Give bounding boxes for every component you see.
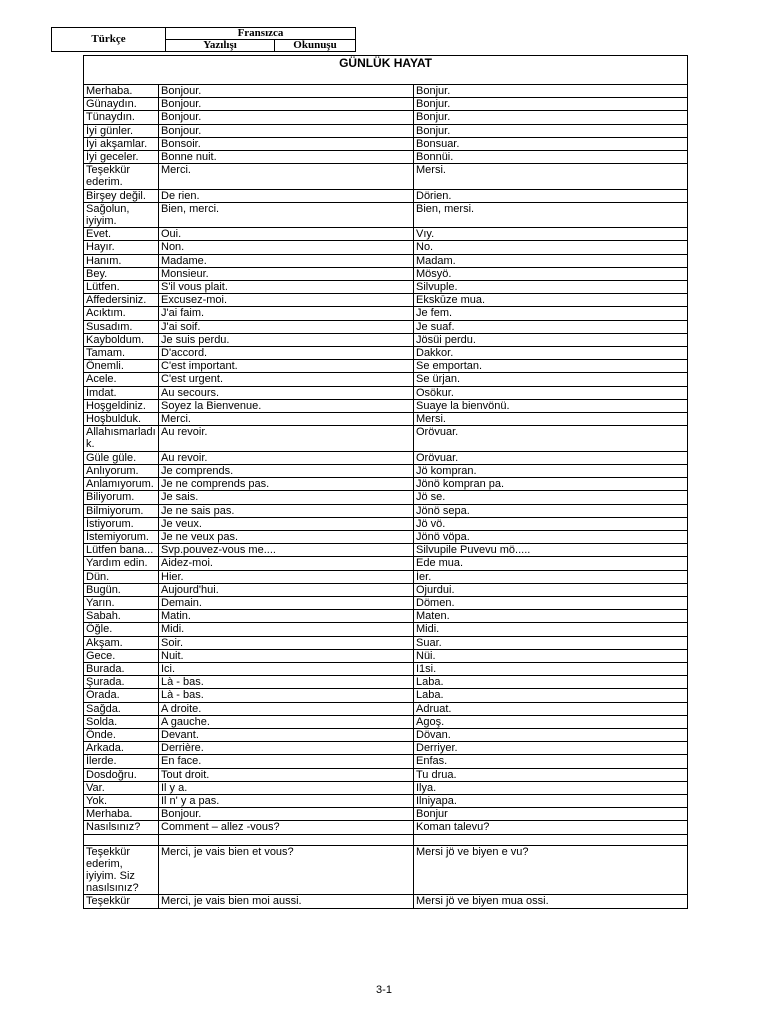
turkish-cell: Affedersiniz.: [84, 294, 159, 307]
french-cell: Excusez-moi.: [159, 294, 414, 307]
table-row: [84, 821, 688, 834]
table-row: [84, 294, 688, 307]
turkish-cell: Arkada.: [84, 742, 159, 755]
table-row: [84, 85, 688, 98]
turkish-cell: Sağda.: [84, 702, 159, 715]
table-row: [84, 413, 688, 426]
french-cell: Je comprends.: [159, 464, 414, 477]
pronunciation-cell: I1si.: [414, 662, 688, 675]
turkish-cell: Solda.: [84, 715, 159, 728]
table-row: [84, 544, 688, 557]
turkish-cell: Yardım edin.: [84, 557, 159, 570]
turkish-cell: Akşam.: [84, 636, 159, 649]
pronunciation-cell: [414, 834, 688, 845]
turkish-cell: Sağolun, iyiyim.: [84, 202, 159, 227]
turkish-cell: Tamam.: [84, 347, 159, 360]
pronunciation-cell: Jönö kompran pa.: [414, 478, 688, 491]
turkish-cell: Gece.: [84, 649, 159, 662]
pronunciation-cell: Laba.: [414, 689, 688, 702]
table-row: [84, 464, 688, 477]
pronunciation-cell: İer.: [414, 570, 688, 583]
turkish-cell: Bey.: [84, 267, 159, 280]
french-cell: Là - bas.: [159, 689, 414, 702]
pronunciation-cell: Jönö sepa.: [414, 504, 688, 517]
table-row: [84, 689, 688, 702]
turkish-cell: Teşekkür: [84, 895, 159, 908]
turkish-cell: Bugün.: [84, 583, 159, 596]
french-cell: Je ne veux pas.: [159, 530, 414, 543]
pronunciation-cell: Orövuar.: [414, 451, 688, 464]
table-row: [84, 241, 688, 254]
table-row: [84, 189, 688, 202]
french-cell: Non.: [159, 241, 414, 254]
table-row: [84, 281, 688, 294]
table-row: [84, 636, 688, 649]
pronunciation-cell: Ilniyapa.: [414, 794, 688, 807]
french-cell: Il y a.: [159, 781, 414, 794]
written-header: Yazılışı: [166, 40, 275, 52]
turkish-cell: Burada.: [84, 662, 159, 675]
turkish-cell: İyi günler.: [84, 124, 159, 137]
table-row: [84, 478, 688, 491]
turkish-cell: Önde.: [84, 728, 159, 741]
french-cell: Bonjour.: [159, 85, 414, 98]
turkish-cell: Hoşbulduk.: [84, 413, 159, 426]
phrase-table: [83, 55, 688, 909]
turkish-cell: Sabah.: [84, 610, 159, 623]
table-row: [84, 715, 688, 728]
turkish-cell: İyi akşamlar.: [84, 137, 159, 150]
table-row: [84, 504, 688, 517]
french-cell: Je veux.: [159, 517, 414, 530]
pronunciation-cell: Mersi jö ve biyen e vu?: [414, 845, 688, 895]
french-cell: Derrière.: [159, 742, 414, 755]
table-row: [84, 307, 688, 320]
french-cell: D'accord.: [159, 347, 414, 360]
pronunciation-cell: Bonjur: [414, 808, 688, 821]
pronunciation-cell: Mösyö.: [414, 267, 688, 280]
table-row: [84, 781, 688, 794]
pronunciation-cell: Ojurdui.: [414, 583, 688, 596]
table-row: [84, 755, 688, 768]
table-row: [84, 623, 688, 636]
pronunciation-cell: Jö kompran.: [414, 464, 688, 477]
section-title: GÜNLÜK HAYAT: [84, 56, 688, 85]
pronunciation-cell: Dövan.: [414, 728, 688, 741]
turkish-cell: Allahısmarladık.: [84, 426, 159, 451]
pronunciation-header: Okunuşu: [275, 40, 356, 52]
pronunciation-cell: Osökur.: [414, 386, 688, 399]
table-row: [84, 124, 688, 137]
pronunciation-cell: Ilya.: [414, 781, 688, 794]
turkish-cell: Tünaydın.: [84, 111, 159, 124]
pronunciation-cell: Ede mua.: [414, 557, 688, 570]
french-cell: Monsieur.: [159, 267, 414, 280]
table-row: [84, 491, 688, 504]
turkish-cell: Teşekkür ederim.: [84, 164, 159, 189]
table-row: [84, 676, 688, 689]
french-cell: Ici.: [159, 662, 414, 675]
french-cell: Au revoir.: [159, 451, 414, 464]
french-cell: Aidez-moi.: [159, 557, 414, 570]
table-row: [84, 333, 688, 346]
table-row: [84, 373, 688, 386]
french-cell: Au revoir.: [159, 426, 414, 451]
french-cell: Madame.: [159, 254, 414, 267]
french-cell: A gauche.: [159, 715, 414, 728]
page-number: 3-1: [376, 984, 392, 996]
table-row: [84, 845, 688, 895]
pronunciation-cell: Nüi.: [414, 649, 688, 662]
french-cell: C'est important.: [159, 360, 414, 373]
french-cell: Merci.: [159, 164, 414, 189]
french-cell: S'il vous plait.: [159, 281, 414, 294]
french-cell: Merci.: [159, 413, 414, 426]
french-cell: De rien.: [159, 189, 414, 202]
pronunciation-cell: Je suaf.: [414, 320, 688, 333]
section-title-row: [84, 56, 688, 85]
turkish-cell: Anlamıyorum.: [84, 478, 159, 491]
table-row: [84, 228, 688, 241]
table-row: [84, 662, 688, 675]
table-row: [84, 649, 688, 662]
turkish-cell: İmdat.: [84, 386, 159, 399]
turkish-cell: Merhaba.: [84, 808, 159, 821]
table-row: [84, 451, 688, 464]
table-row: [84, 347, 688, 360]
pronunciation-cell: Derriyer.: [414, 742, 688, 755]
pronunciation-cell: Tu drua.: [414, 768, 688, 781]
turkish-cell: Acele.: [84, 373, 159, 386]
turkish-cell: İyi geceler.: [84, 151, 159, 164]
french-cell: Nuit.: [159, 649, 414, 662]
pronunciation-cell: Je fem.: [414, 307, 688, 320]
table-row: [84, 570, 688, 583]
table-row: [84, 728, 688, 741]
turkish-cell: Nasılsınız?: [84, 821, 159, 834]
turkish-header: Türkçe: [52, 28, 166, 52]
turkish-cell: Susadım.: [84, 320, 159, 333]
pronunciation-cell: Madam.: [414, 254, 688, 267]
french-cell: C'est urgent.: [159, 373, 414, 386]
table-row: [84, 702, 688, 715]
table-row: [84, 111, 688, 124]
french-cell: Tout droit.: [159, 768, 414, 781]
turkish-cell: Şurada.: [84, 676, 159, 689]
turkish-cell: Dosdoğru.: [84, 768, 159, 781]
table-row: [84, 386, 688, 399]
french-cell: J'ai faim.: [159, 307, 414, 320]
pronunciation-cell: Dörien.: [414, 189, 688, 202]
french-cell: Aujourd'hui.: [159, 583, 414, 596]
french-cell: Bonjour.: [159, 808, 414, 821]
french-cell: En face.: [159, 755, 414, 768]
pronunciation-cell: Bonjur.: [414, 111, 688, 124]
pronunciation-cell: Silvupile Puvevu mö.....: [414, 544, 688, 557]
french-cell: Je ne sais pas.: [159, 504, 414, 517]
table-row: [84, 895, 688, 908]
turkish-cell: Güle güle.: [84, 451, 159, 464]
pronunciation-cell: Midi.: [414, 623, 688, 636]
table-row: [84, 399, 688, 412]
french-cell: Je sais.: [159, 491, 414, 504]
pronunciation-cell: Koman talevu?: [414, 821, 688, 834]
pronunciation-cell: Mersi jö ve biyen mua ossi.: [414, 895, 688, 908]
pronunciation-cell: Bonjur.: [414, 85, 688, 98]
french-cell: J'ai soif.: [159, 320, 414, 333]
pronunciation-cell: Mersi.: [414, 413, 688, 426]
turkish-cell: Öğle.: [84, 623, 159, 636]
table-row: [84, 610, 688, 623]
french-cell: Midi.: [159, 623, 414, 636]
table-row: [84, 267, 688, 280]
french-cell: Bonjour.: [159, 98, 414, 111]
turkish-cell: Yarın.: [84, 596, 159, 609]
french-cell: Soir.: [159, 636, 414, 649]
table-row: [84, 530, 688, 543]
french-cell: Svp.pouvez-vous me....: [159, 544, 414, 557]
turkish-cell: Var.: [84, 781, 159, 794]
turkish-cell: Kayboldum.: [84, 333, 159, 346]
pronunciation-cell: Silvuple.: [414, 281, 688, 294]
turkish-cell: Hanım.: [84, 254, 159, 267]
pronunciation-cell: Bien, mersi.: [414, 202, 688, 227]
table-row: [84, 834, 688, 845]
turkish-cell: Merhaba.: [84, 85, 159, 98]
french-cell: Au secours.: [159, 386, 414, 399]
table-row: [84, 137, 688, 150]
french-cell: Il n' y a pas.: [159, 794, 414, 807]
french-cell: Je suis perdu.: [159, 333, 414, 346]
french-cell: Devant.: [159, 728, 414, 741]
french-cell: A droite.: [159, 702, 414, 715]
french-cell: Bonne nuit.: [159, 151, 414, 164]
pronunciation-cell: Dömen.: [414, 596, 688, 609]
pronunciation-cell: Adruat.: [414, 702, 688, 715]
table-row: [84, 583, 688, 596]
pronunciation-cell: Se ürjan.: [414, 373, 688, 386]
turkish-cell: Teşekkür ederim, iyiyim. Siz nasılsınız?: [84, 845, 159, 895]
french-cell: Bonjour.: [159, 111, 414, 124]
turkish-cell: İstiyorum.: [84, 517, 159, 530]
table-row: [84, 202, 688, 227]
pronunciation-cell: Jö se.: [414, 491, 688, 504]
pronunciation-cell: Suaye la bienvönü.: [414, 399, 688, 412]
pronunciation-cell: Agoş.: [414, 715, 688, 728]
pronunciation-cell: Maten.: [414, 610, 688, 623]
table-row: [84, 768, 688, 781]
pronunciation-cell: Orövuar.: [414, 426, 688, 451]
turkish-cell: Yok.: [84, 794, 159, 807]
pronunciation-cell: Mersi.: [414, 164, 688, 189]
column-header-table: [51, 27, 356, 52]
french-cell: Matin.: [159, 610, 414, 623]
french-cell: Oui.: [159, 228, 414, 241]
table-row: [84, 596, 688, 609]
table-row: [84, 742, 688, 755]
turkish-cell: İstemiyorum.: [84, 530, 159, 543]
turkish-cell: Hayır.: [84, 241, 159, 254]
pronunciation-cell: Jösüi perdu.: [414, 333, 688, 346]
turkish-cell: Günaydın.: [84, 98, 159, 111]
pronunciation-cell: Bonnüi.: [414, 151, 688, 164]
french-cell: [159, 834, 414, 845]
french-cell: Soyez la Bienvenue.: [159, 399, 414, 412]
table-row: [84, 98, 688, 111]
pronunciation-cell: Dakkor.: [414, 347, 688, 360]
pronunciation-cell: Laba.: [414, 676, 688, 689]
turkish-cell: İlerde.: [84, 755, 159, 768]
table-row: [84, 320, 688, 333]
pronunciation-cell: Bonjur.: [414, 124, 688, 137]
turkish-cell: Acıktım.: [84, 307, 159, 320]
pronunciation-cell: Vıy.: [414, 228, 688, 241]
turkish-cell: Birşey değil.: [84, 189, 159, 202]
pronunciation-cell: Se emportan.: [414, 360, 688, 373]
french-cell: Merci, je vais bien moi aussi.: [159, 895, 414, 908]
pronunciation-cell: Enfas.: [414, 755, 688, 768]
french-cell: Bonsoir.: [159, 137, 414, 150]
table-row: [84, 360, 688, 373]
turkish-cell: Bilmiyorum.: [84, 504, 159, 517]
pronunciation-cell: No.: [414, 241, 688, 254]
turkish-cell: Dün.: [84, 570, 159, 583]
turkish-cell: Önemli.: [84, 360, 159, 373]
french-cell: Bien, merci.: [159, 202, 414, 227]
table-row: [84, 151, 688, 164]
french-header: Fransızca: [166, 28, 356, 40]
french-cell: Comment – allez -vous?: [159, 821, 414, 834]
turkish-cell: Anlıyorum.: [84, 464, 159, 477]
turkish-cell: Evet.: [84, 228, 159, 241]
turkish-cell: Lütfen.: [84, 281, 159, 294]
pronunciation-cell: Bonjur.: [414, 98, 688, 111]
turkish-cell: Lütfen bana...: [84, 544, 159, 557]
table-row: [84, 164, 688, 189]
table-row: [84, 517, 688, 530]
pronunciation-cell: Jönö vöpa.: [414, 530, 688, 543]
french-cell: Là - bas.: [159, 676, 414, 689]
french-cell: Merci, je vais bien et vous?: [159, 845, 414, 895]
turkish-cell: [84, 834, 159, 845]
pronunciation-cell: Jö vö.: [414, 517, 688, 530]
pronunciation-cell: Bonsuar.: [414, 137, 688, 150]
pronunciation-cell: Ekskūze mua.: [414, 294, 688, 307]
table-row: [84, 794, 688, 807]
turkish-cell: Orada.: [84, 689, 159, 702]
french-cell: Je ne comprends pas.: [159, 478, 414, 491]
turkish-cell: Hoşgeldiniz.: [84, 399, 159, 412]
french-cell: Bonjour.: [159, 124, 414, 137]
table-row: [84, 808, 688, 821]
table-row: [84, 254, 688, 267]
table-row: [84, 426, 688, 451]
french-cell: Demain.: [159, 596, 414, 609]
table-row: [84, 557, 688, 570]
turkish-cell: Biliyorum.: [84, 491, 159, 504]
pronunciation-cell: Suar.: [414, 636, 688, 649]
french-cell: Hier.: [159, 570, 414, 583]
